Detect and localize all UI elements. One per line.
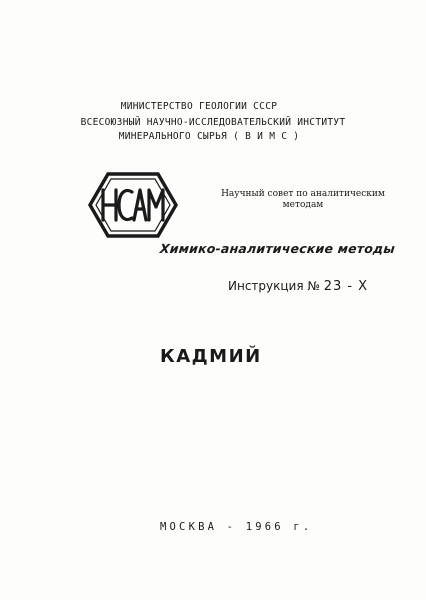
publication-place-year: МОСКВА - 1966 г.: [160, 521, 313, 533]
instruction-label: Инструкция №: [228, 279, 320, 293]
council-line-1: Научный совет по аналитическим: [221, 189, 385, 199]
nsam-logo-icon: [88, 172, 178, 238]
instruction-value: 23 - X: [323, 279, 369, 294]
ministry-name: МИНИСТЕРСТВО ГЕОЛОГИИ СССР: [120, 101, 278, 112]
document-title: КАДМИЙ: [160, 346, 262, 367]
series-title: Химико-аналитические методы: [159, 241, 396, 256]
council-name: [218, 189, 388, 211]
instruction-number: [228, 279, 368, 294]
institute-name: ВСЕСОЮЗНЫЙ НАУЧНО-ИССЛЕДОВАТЕЛЬСКИЙ ИНСТИТУТ: [80, 117, 346, 128]
institute-name-cont: МИНЕРАЛЬНОГО СЫРЬЯ ( В И М С ): [118, 131, 300, 142]
council-line-2: методам: [282, 200, 324, 210]
